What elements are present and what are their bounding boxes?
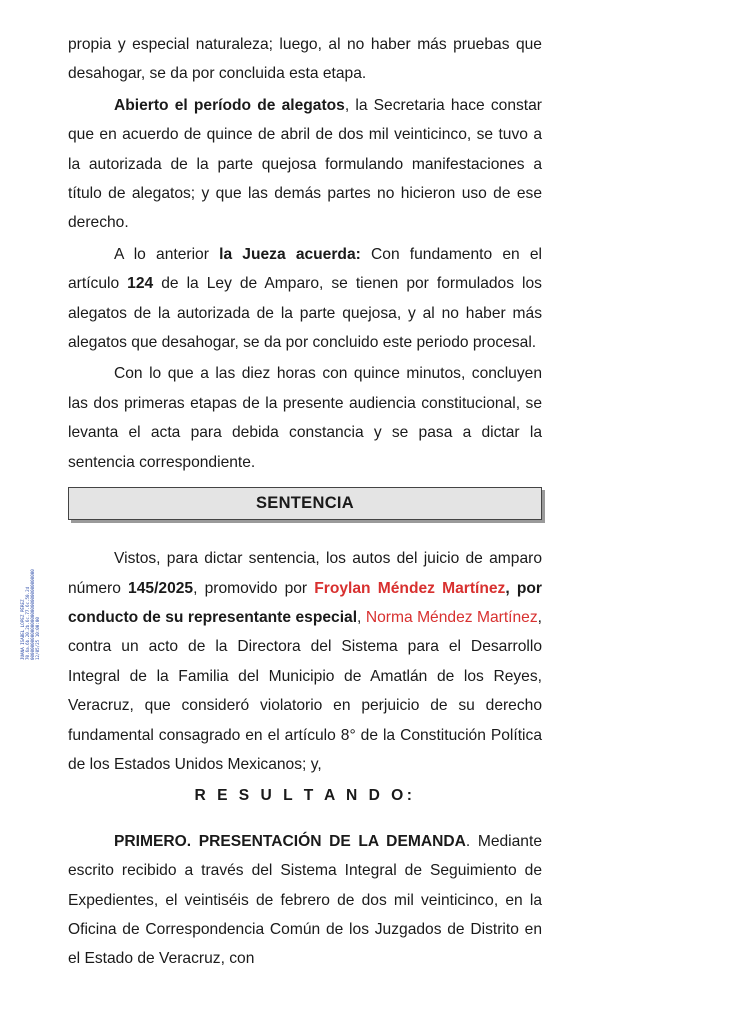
text-run: Vistos, para dictar sentencia, los autos del juicio de amparo número: [68, 550, 542, 597]
paragraph-vistos: [68, 544, 542, 779]
case-number: 145/2025: [128, 579, 194, 597]
resultando-title: R E S U L T A N D O:: [194, 787, 416, 805]
text-run: , promovido por: [193, 579, 315, 597]
paragraph-continuation: propia y especial naturaleza; luego, al no haber más pruebas que desahogar, se da por concluida esta etapa.: [68, 36, 542, 83]
plaintiff-name: Froylan Méndez Martínez: [314, 579, 506, 597]
document-body: [68, 30, 542, 974]
text-run: Con fundamento en el artículo: [68, 245, 543, 293]
text-run: . Mediante escrito recibido a través del Sistema Integral de Seguimiento de Expedientes, el veintiséis de febrero de dos mil veinticinco, en la Oficina de Correspondencia Común de los Juzgados de Distrito en el Estado de Veracruz, con: [68, 832, 542, 968]
electronic-signature-stamp: JUANA ISABEL LÓPEZ PÉREZ 70.6a.6b.20.2b.6c.77.6c.50.2d 000000000000000000000000000000000000 12/05/25 10:00:00: [20, 569, 40, 660]
text-run: , contra un acto de la Directora del Sistema para el Desarrollo Integral de la Familia del Municipio de Amatlán de los Reyes, Veracruz, que consideró violatorio en perjuicio de su derecho fundamental consagrado en el artículo 8° de la Constitución Política de los Estados Unidos Mexicanos; y,: [68, 608, 542, 773]
paragraph-alegatos: [68, 91, 542, 238]
bold-phrase: la Jueza acuerda:: [219, 245, 361, 263]
paragraph-conclusion: Con lo que a las diez horas con quince minutos, concluyen las dos primeras etapas de la presente audiencia constitucional, se levanta el acta para debida constancia y se pasa a dictar la sentencia correspondiente.: [68, 365, 542, 471]
section-heading-box: [68, 487, 542, 520]
bold-phrase: Abierto el período de alegatos: [114, 96, 345, 114]
text-run: de la Ley de Amparo, se tienen por formulados los alegatos de la autorizada de la parte quejosa, y al no haber más alegatos que desahogar, se da por concluido este periodo procesal.: [68, 275, 542, 352]
section-heading: SENTENCIA: [255, 493, 355, 512]
text-run: , la Secretaria hace constar que en acuerdo de quince de abril de dos mil veinticinco, se tuvo a la autorizada de la parte quejosa formulando manifestaciones a título de alegatos; y que las demás partes no hicieron uso de ese derecho.: [68, 96, 542, 232]
bold-phrase: , por conducto de su representante especial: [68, 579, 542, 626]
article-number: 124: [127, 275, 154, 293]
paragraph-primero: [68, 827, 542, 974]
representative-name: Norma Méndez Martínez: [365, 608, 538, 626]
bold-phrase: PRIMERO. PRESENTACIÓN DE LA DEMANDA: [114, 832, 466, 850]
paragraph-acuerdo: [68, 240, 542, 358]
text-run: A lo anterior: [114, 245, 220, 263]
text-run: ,: [357, 608, 366, 626]
